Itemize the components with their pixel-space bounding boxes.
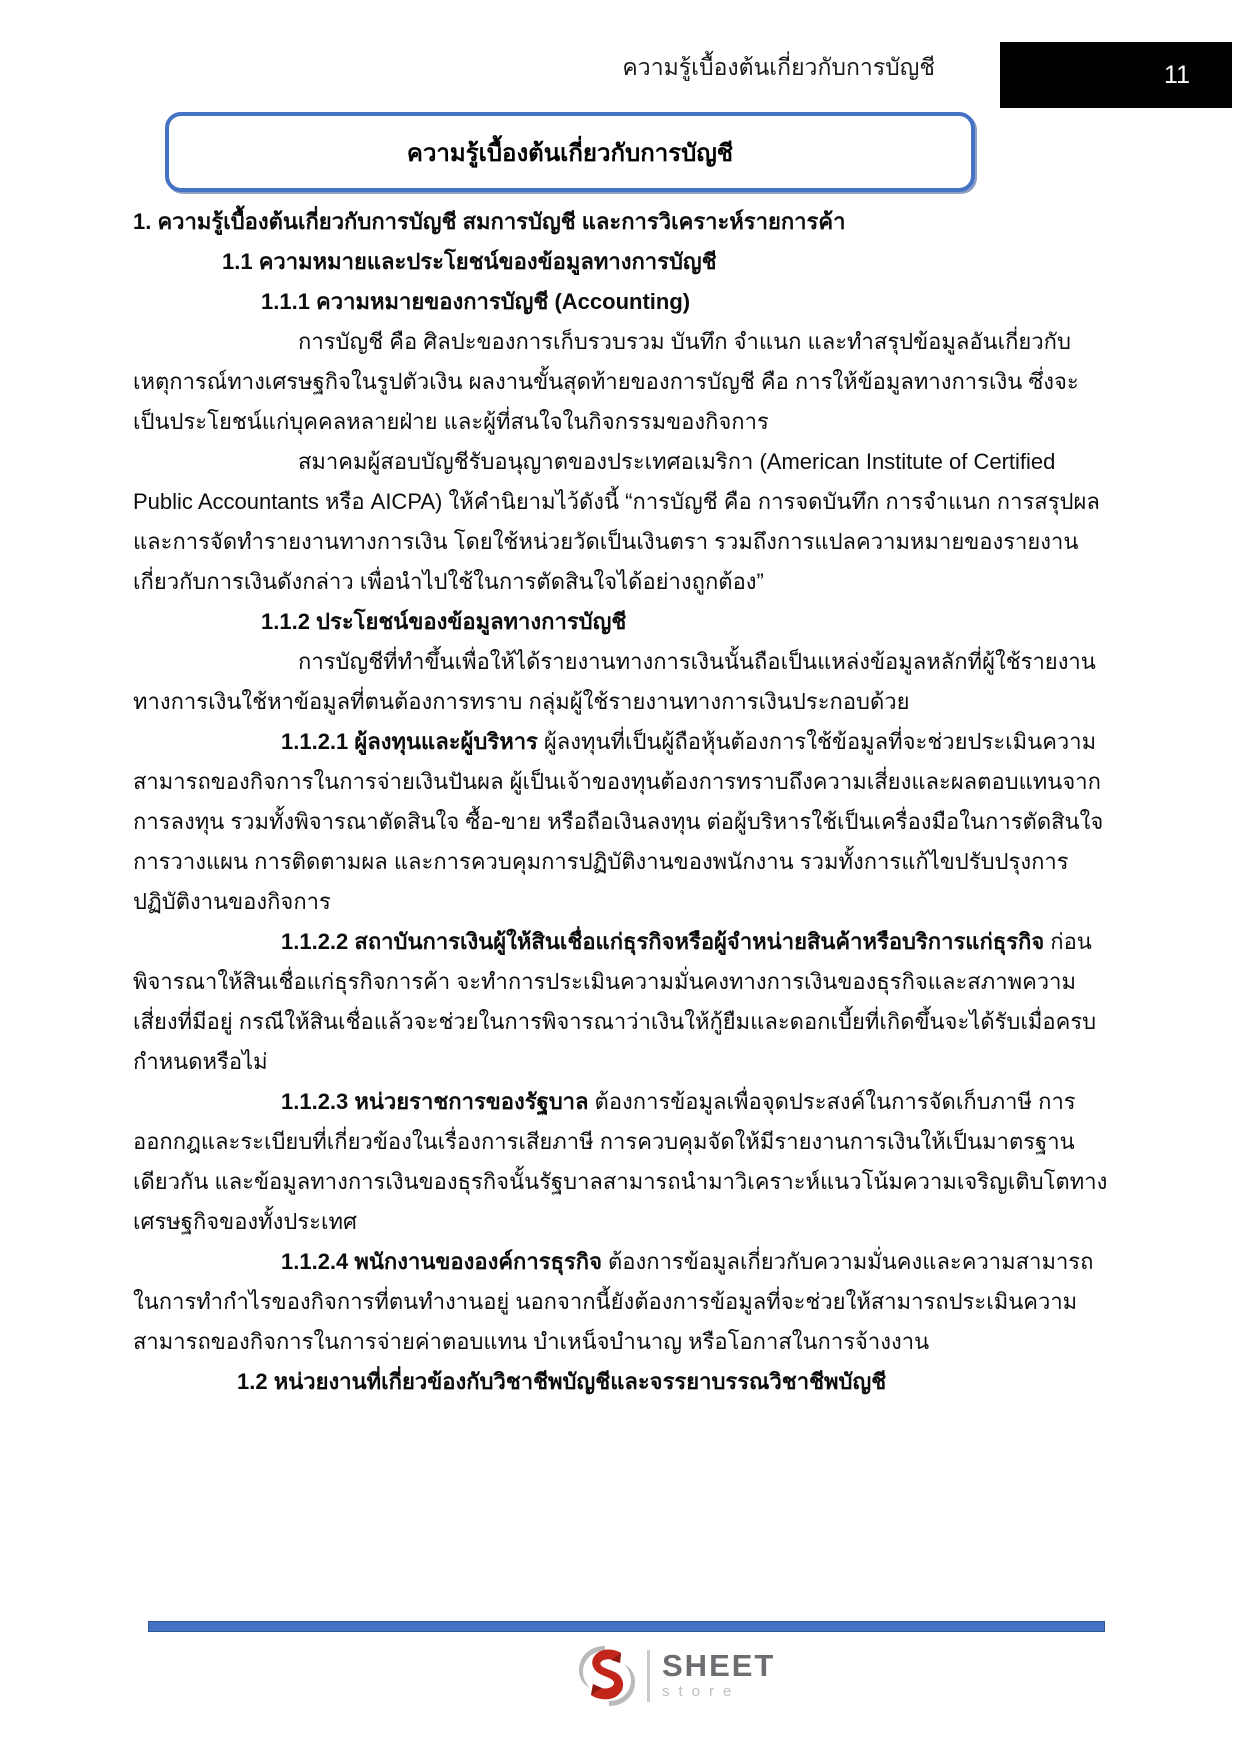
item-lead-employees: 1.1.2.4 พนักงานขององค์การธุรกิจ xyxy=(281,1249,602,1274)
chapter-title: ความรู้เบื้องต้นเกี่ยวกับการบัญชี xyxy=(406,139,734,167)
paragraph-item-government xyxy=(133,1082,1108,1242)
paragraph-item-investors xyxy=(133,722,1108,922)
item-text-investors: ผู้ลงทุนที่เป็นผู้ถือหุ้นต้องการใช้ข้อมูลที่จะช่วยประเมินความสามารถของกิจการในการจ่ายเงินปันผล ผู้เป็นเจ้าของทุนต้องการทราบถึงความเสี่ยงและผลตอบแทนจากการลงทุน รวมทั้งพิจารณาตัดสินใจ ซื้อ-ขาย หรือถือเงินลงทุน ต่อผู้บริหารใช้เป็นเครื่องมือในการตัดสินใจ การวางแผน การติดตามผล และการควบคุมการปฏิบัติงานของพนักงาน รวมทั้งการแก้ไขปรับปรุงการปฏิบัติงานของกิจการ xyxy=(133,729,1104,914)
page-number-box xyxy=(1000,42,1232,108)
logo-wordmark: SHEET xyxy=(662,1648,776,1683)
sheet-store-s-icon xyxy=(575,1643,639,1709)
section-heading-1: 1. ความรู้เบื้องต้นเกี่ยวกับการบัญชี สมการบัญชี และการวิเคราะห์รายการค้า xyxy=(133,209,846,234)
paragraph-aicpa-definition: สมาคมผู้สอบบัญชีรับอนุญาตของประเทศอเมริกา (American Institute of Certified Public Accountants หรือ AICPA) ให้คำนิยามไว้ดังนี้ “การบัญชี คือ การจดบันทึก การจำแนก การสรุปผล และการจัดทำรายงานทางการเงิน โดยใช้หน่วยวัดเป็นเงินตรา รวมถึงการแปลความหมายของรายงานเกี่ยวกับการเงินดังกล่าว เพื่อนำไปใช้ในการตัดสินใจได้อย่างถูกต้อง” xyxy=(133,449,1100,594)
item-lead-government: 1.1.2.3 หน่วยราชการของรัฐบาล xyxy=(281,1089,589,1114)
paragraph-item-employees xyxy=(133,1242,1108,1362)
section-heading-1-1: 1.1 ความหมายและประโยชน์ของข้อมูลทางการบัญชี xyxy=(222,249,717,274)
item-lead-creditors: 1.1.2.2 สถาบันการเงินผู้ให้สินเชื่อแก่ธุรกิจหรือผู้จำหน่ายสินค้าหรือบริการแก่ธุรกิจ xyxy=(281,929,1045,954)
paragraph-benefits-intro: การบัญชีที่ทำขึ้นเพื่อให้ได้รายงานทางการเงินนั้นถือเป็นแหล่งข้อมูลหลักที่ผู้ใช้รายงานทางการเงินใช้หาข้อมูลที่ตนต้องการทราบ กลุ่มผู้ใช้รายงานทางการเงินประกอบด้วย xyxy=(133,649,1096,714)
paragraph-accounting-definition: การบัญชี คือ ศิลปะของการเก็บรวบรวม บันทึก จำแนก และทำสรุปข้อมูลอันเกี่ยวกับเหตุการณ์ทางเศรษฐกิจในรูปตัวเงิน ผลงานขั้นสุดท้ายของการบัญชี คือ การให้ข้อมูลทางการเงิน ซึ่งจะเป็นประโยชน์แก่บุคคลหลายฝ่าย และผู้ที่สนใจในกิจกรรมของกิจการ xyxy=(133,329,1079,434)
section-heading-1-1-1: 1.1.1 ความหมายของการบัญชี (Accounting) xyxy=(261,289,691,314)
footer-divider-bar xyxy=(148,1621,1105,1632)
item-text-government: ต้องการข้อมูลเพื่อจุดประสงค์ในการจัดเก็บภาษี การออกกฎและระเบียบที่เกี่ยวข้องในเรื่องการเสียภาษี การควบคุมจัดให้มีรายงานการเงินให้เป็นมาตรฐานเดียวกัน และข้อมูลทางการเงินของธุรกิจนั้นรัฐบาลสามารถนำมาวิเคราะห์แนวโน้มความเจริญเติบโตทางเศรษฐกิจของทั้งประเทศ xyxy=(133,1089,1108,1234)
chapter-title-box xyxy=(165,112,975,192)
logo-divider xyxy=(647,1650,650,1702)
running-header-title: ความรู้เบื้องต้นเกี่ยวกับการบัญชี xyxy=(622,54,935,80)
item-text-creditors: ก่อนพิจารณาให้สินเชื่อแก่ธุรกิจการค้า จะทำการประเมินความมั่นคงทางการเงินของธุรกิจและสภาพความเสี่ยงที่มีอยู่ กรณีให้สินเชื่อแล้วจะช่วยในการพิจารณาว่าเงินให้กู้ยืมและดอกเบี้ยที่เกิดขึ้นจะได้รับเมื่อครบกำหนดหรือไม่ xyxy=(133,929,1097,1074)
section-heading-1-2: 1.2 หน่วยงานที่เกี่ยวข้องกับวิชาชีพบัญชีและจรรยาบรรณวิชาชีพบัญชี xyxy=(237,1369,887,1394)
item-lead-investors: 1.1.2.1 ผู้ลงทุนและผู้บริหาร xyxy=(281,729,538,754)
sheet-store-logo xyxy=(575,1643,775,1709)
item-text-employees: ต้องการข้อมูลเกี่ยวกับความมั่นคงและความสามารถในการทำกำไรของกิจการที่ตนทำงานอยู่ นอกจากนี้ยังต้องการข้อมูลที่จะช่วยให้สามารถประเมินความสามารถของกิจการในการจ่ายค่าตอบแทน บำเหน็จบำนาญ หรือโอกาสในการจ้างงาน xyxy=(133,1249,1094,1354)
page-number: 11 xyxy=(1164,60,1190,89)
document-body xyxy=(133,202,1108,1402)
section-heading-1-1-2: 1.1.2 ประโยชน์ของข้อมูลทางการบัญชี xyxy=(261,609,627,634)
logo-wordmark-sub: store xyxy=(662,1683,741,1700)
paragraph-item-creditors xyxy=(133,922,1108,1082)
